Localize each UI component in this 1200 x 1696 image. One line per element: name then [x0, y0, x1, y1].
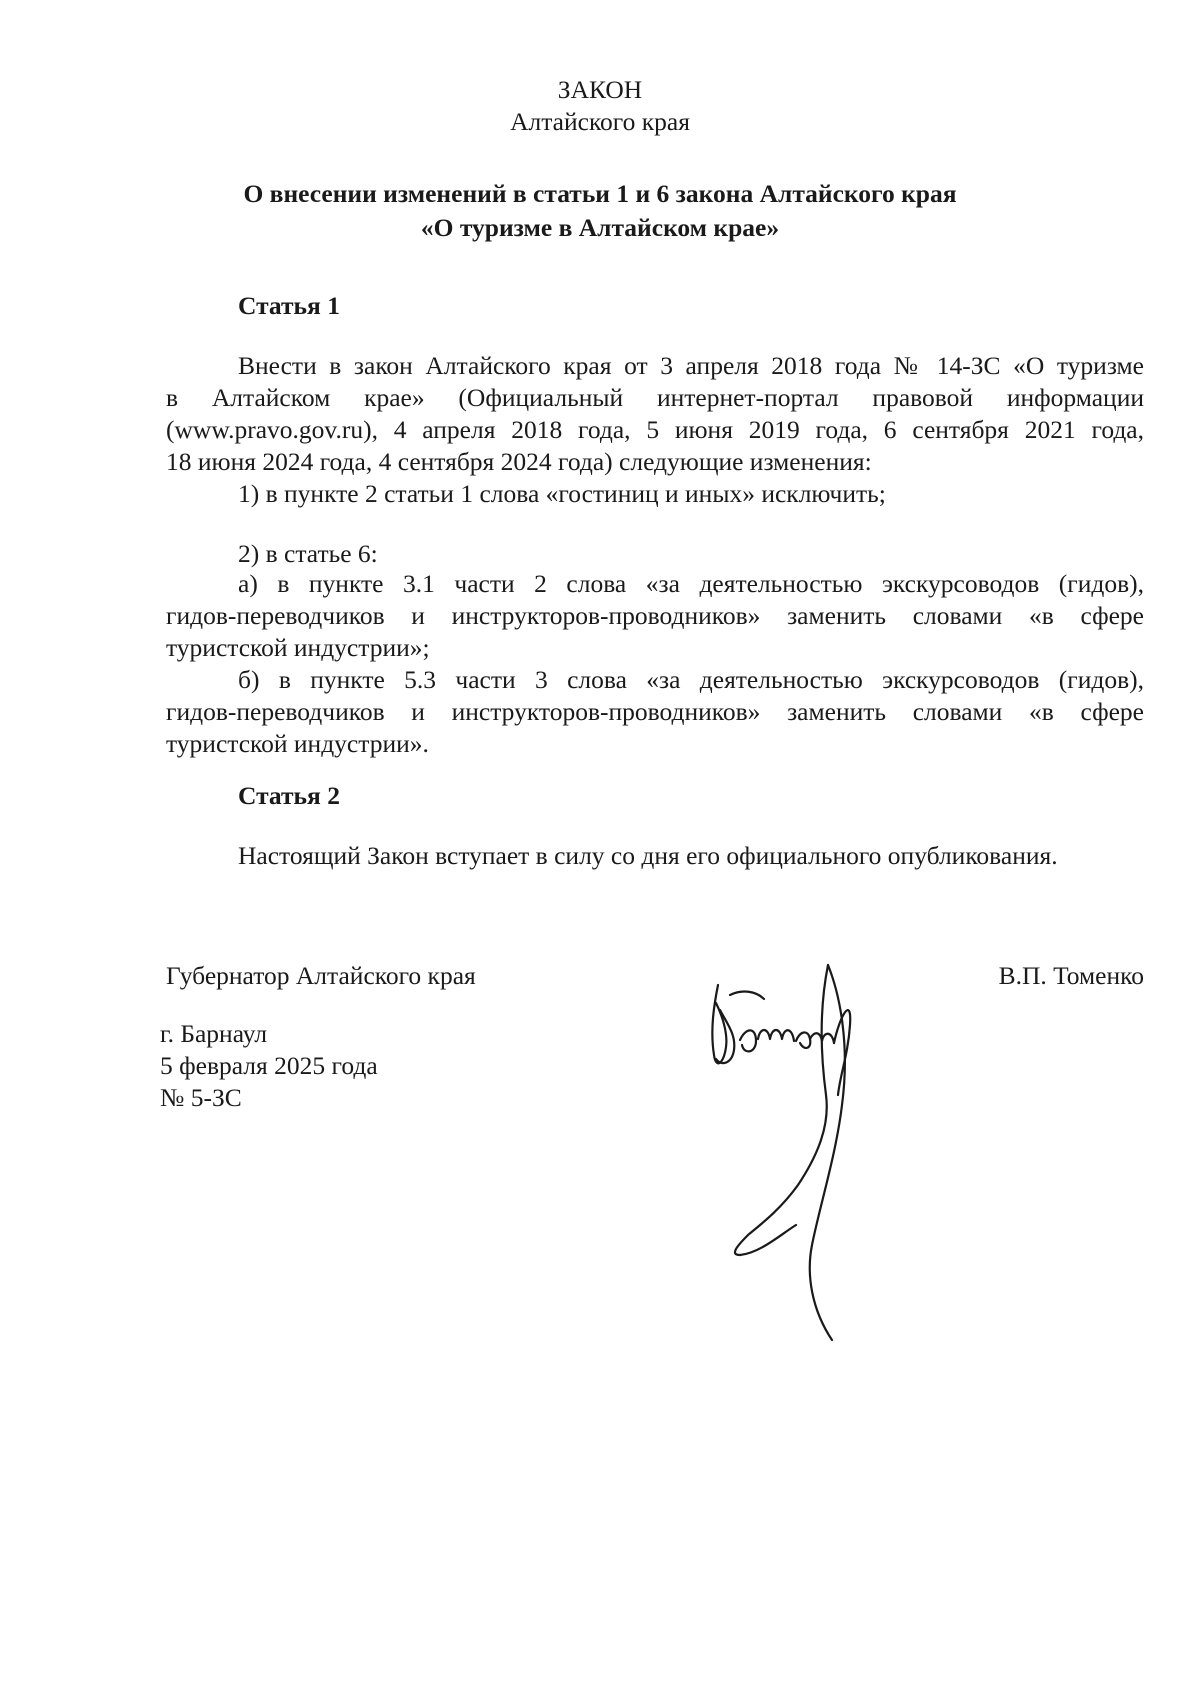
article1-item2b-line3: туристской индустрии». — [166, 729, 429, 758]
document-title-line2: «О туризме в Алтайском крае» — [420, 213, 780, 242]
signatory-name: В.П. Томенко — [998, 961, 1144, 990]
article1-p1-line1: Внести в закон Алтайского края от 3 апреля 2018 года № 14-ЗС «О туризме — [238, 351, 1144, 380]
document-region: Алтайского края — [510, 107, 690, 136]
article2-heading: Статья 2 — [238, 781, 340, 810]
article1-item2a-line1: а) в пункте 3.1 части 2 слова «за деятельностью экскурсоводов (гидов), — [238, 569, 1144, 598]
article1-item1: 1) в пункте 2 статьи 1 слова «гостиниц и иных» исключить; — [238, 479, 886, 508]
article1-paragraph1 — [166, 350, 1144, 478]
document-number: № 5-ЗС — [160, 1083, 242, 1112]
article1-heading: Статья 1 — [238, 291, 340, 320]
article1-item2a-line3: туристской индустрии»; — [166, 633, 430, 662]
article1-p1-line4: 18 июня 2024 года, 4 сентября 2024 года) следующие изменения: — [166, 447, 872, 476]
article1-item2: 2) в статье 6: — [238, 539, 378, 568]
article1-item2b-line2: гидов-переводчиков и инструкторов-проводников» заменить словами «в сфере — [166, 697, 1144, 726]
article2-text: Настоящий Закон вступает в силу со дня его официального опубликования. — [238, 841, 1058, 870]
article1-p1-line3: (www.pravo.gov.ru), 4 апреля 2018 года, 5 июня 2019 года, 6 сентября 2021 года, — [166, 415, 1144, 444]
document-title-line1: О внесении изменений в статьи 1 и 6 закона Алтайского края — [243, 179, 957, 208]
document-date: 5 февраля 2025 года — [160, 1051, 378, 1080]
article1-item2a-line2: гидов-переводчиков и инструкторов-проводников» заменить словами «в сфере — [166, 601, 1144, 630]
article1-item2a — [166, 568, 1144, 664]
signatory-position: Губернатор Алтайского края — [166, 961, 476, 990]
article1-item2b — [166, 664, 1144, 760]
handwritten-signature — [700, 955, 920, 1355]
document-city: г. Барнаул — [160, 1019, 268, 1048]
article1-p1-line2: в Алтайском крае» (Официальный интернет-портал правовой информации — [166, 383, 1144, 412]
document-type: ЗАКОН — [557, 75, 643, 104]
article1-item2b-line1: б) в пункте 5.3 части 3 слова «за деятельностью экскурсоводов (гидов), — [238, 665, 1144, 694]
